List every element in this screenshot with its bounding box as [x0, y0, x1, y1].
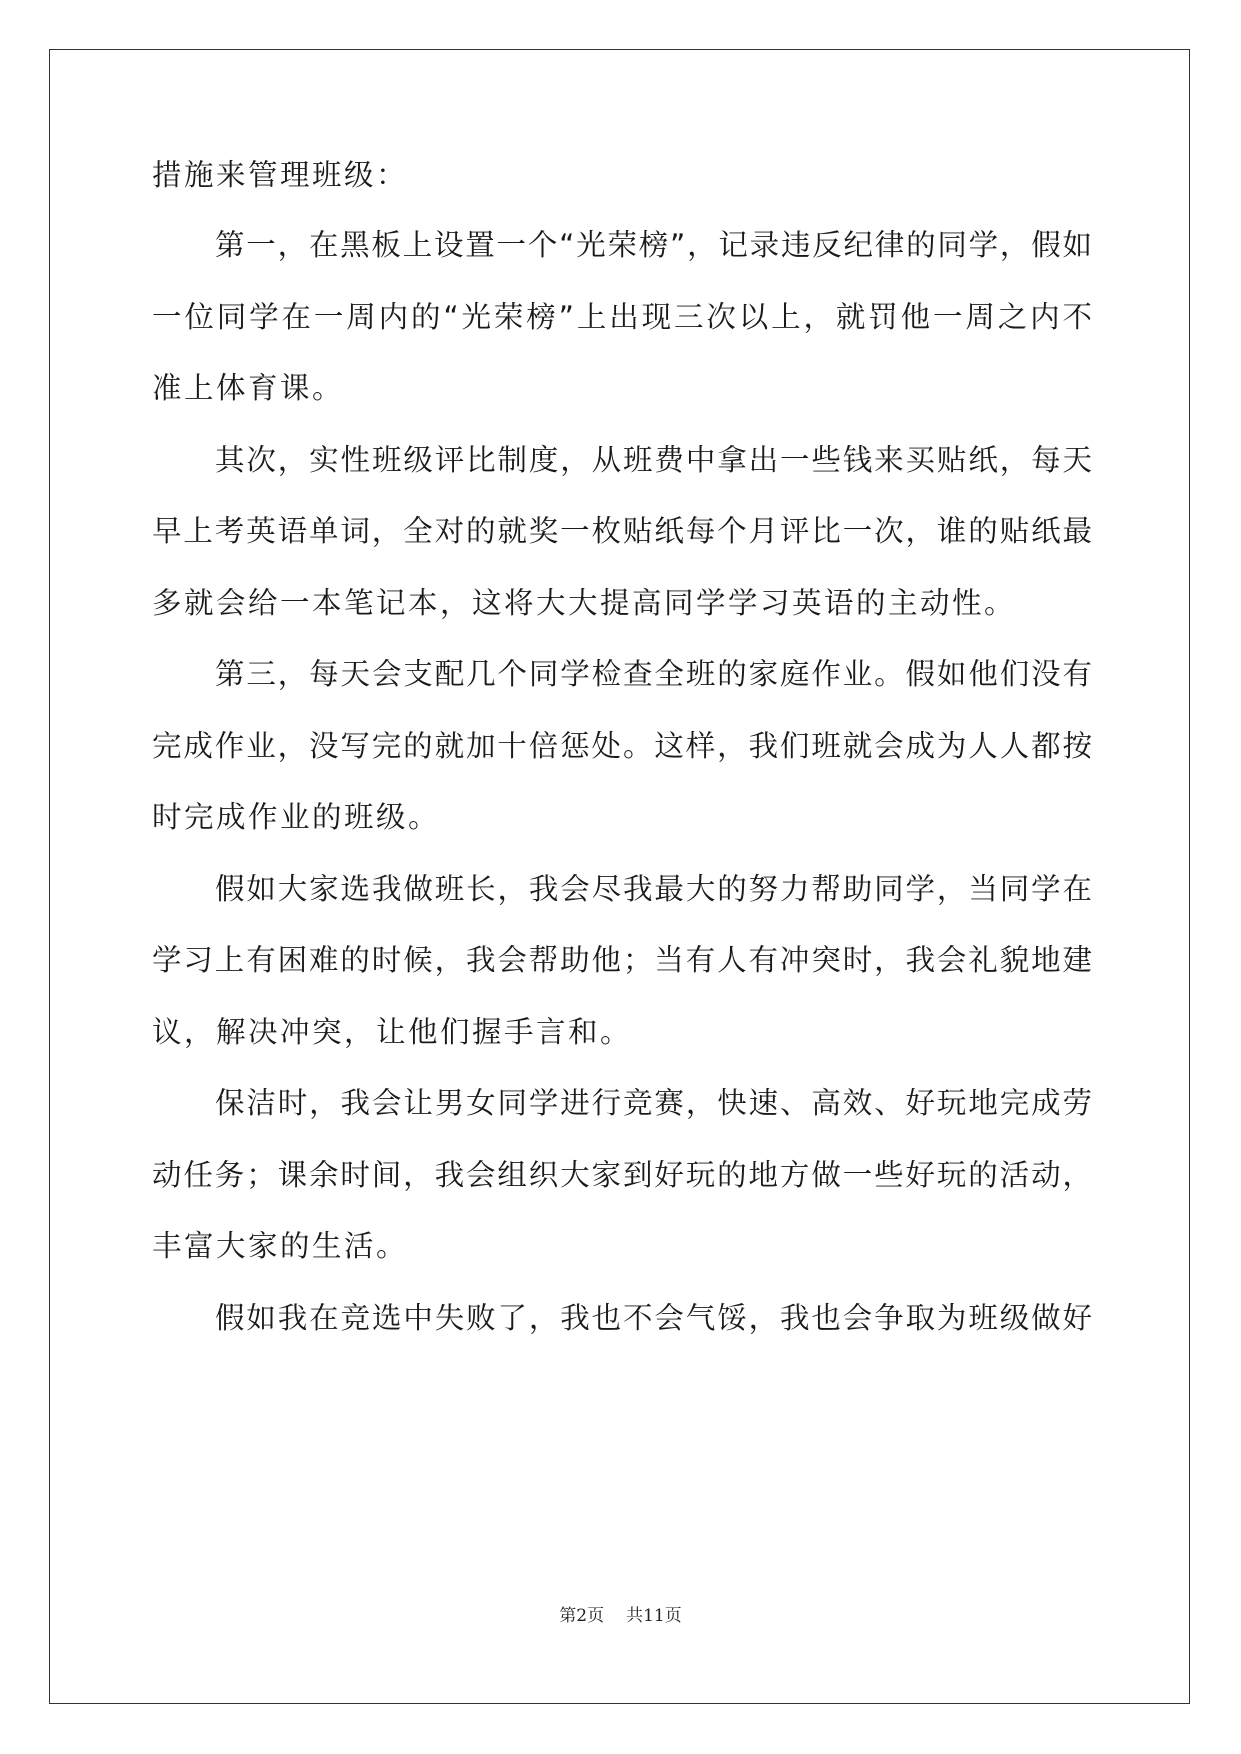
page-number-total: 共11页 — [626, 1606, 682, 1626]
text-line-17: 假如我在竞选中失败了，我也不会气馁，我也会争取为班级做好 — [215, 1301, 1092, 1335]
text-line-5: 其次，实性班级评比制度，从班费中拿出一些钱来买贴纸，每天 — [215, 443, 1092, 477]
text-line-9: 完成作业，没写完的就加十倍惩处。这样，我们班就会成为人人都按 — [152, 729, 1092, 763]
text-line-12: 学习上有困难的时候，我会帮助他；当有人有冲突时，我会礼貌地建 — [152, 943, 1092, 977]
text-line-14: 保洁时，我会让男女同学进行竞赛，快速、高效、好玩地完成劳 — [215, 1086, 1092, 1120]
page-footer — [0, 1604, 1241, 1628]
text-line-15: 动任务；课余时间，我会组织大家到好玩的地方做一些好玩的活动， — [152, 1158, 1092, 1192]
text-line-13: 议，解决冲突，让他们握手言和。 — [152, 1015, 633, 1049]
text-line-6: 早上考英语单词，全对的就奖一枚贴纸每个月评比一次，谁的贴纸最 — [152, 514, 1092, 548]
page-number-current: 第2页 — [559, 1606, 605, 1626]
text-line-2: 第一，在黑板上设置一个“光荣榜”，记录违反纪律的同学，假如 — [215, 228, 1092, 262]
text-line-10: 时完成作业的班级。 — [152, 800, 441, 834]
text-line-11: 假如大家选我做班长，我会尽我最大的努力帮助同学，当同学在 — [215, 872, 1092, 906]
text-line-16: 丰富大家的生活。 — [152, 1229, 409, 1263]
text-line-4: 准上体育课。 — [152, 371, 345, 405]
text-line-8: 第三，每天会支配几个同学检查全班的家庭作业。假如他们没有 — [215, 657, 1092, 691]
text-line-3: 一位同学在一周内的“光荣榜”上出现三次以上，就罚他一周之内不 — [152, 300, 1092, 334]
text-line-7: 多就会给一本笔记本，这将大大提高同学学习英语的主动性。 — [152, 586, 1017, 620]
text-line-1: 措施来管理班级： — [152, 158, 409, 192]
